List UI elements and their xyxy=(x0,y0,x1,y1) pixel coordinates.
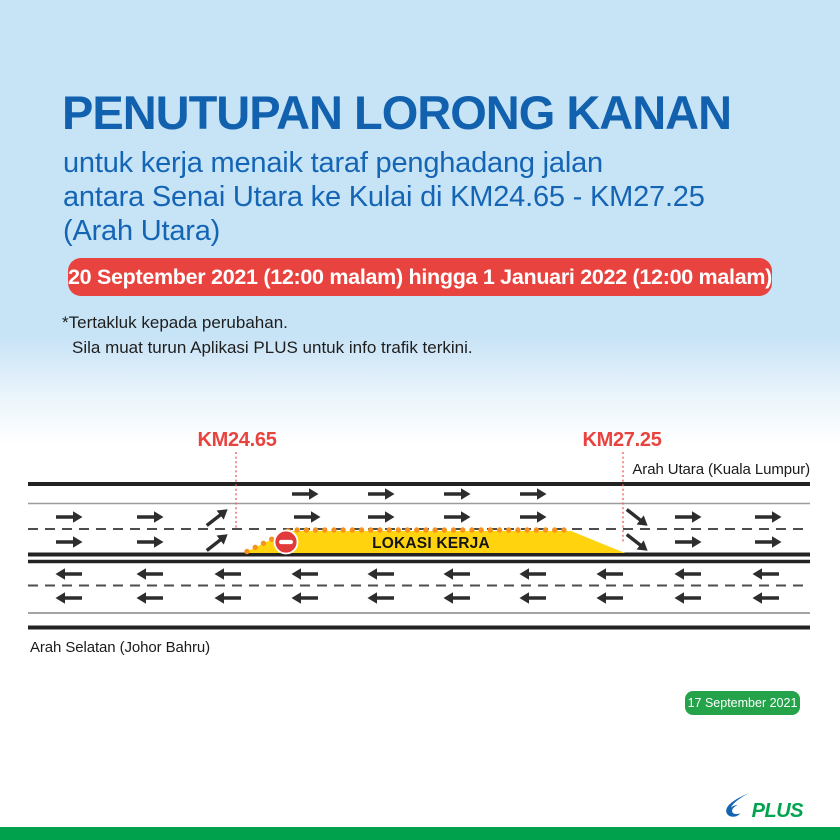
traffic-arrow-left xyxy=(56,592,83,604)
work-zone-label: LOKASI KERJA xyxy=(372,535,490,552)
traffic-arrow-left xyxy=(368,568,395,580)
issue-date-text: 17 September 2021 xyxy=(687,696,798,710)
km-start-label: KM24.65 xyxy=(197,429,277,451)
traffic-arrow-right xyxy=(137,511,164,523)
issue-date-badge xyxy=(685,691,800,715)
plus-logo xyxy=(723,785,803,823)
date-banner-text: 20 September 2021 (12:00 malam) hingga 1 Januari 2022 (12:00 malam) xyxy=(67,264,773,289)
km-end-label: KM27.25 xyxy=(582,429,662,451)
no-entry-icon xyxy=(275,531,298,554)
subtitle-line-2: antara Senai Utara ke Kulai di KM24.65 - KM27.25 xyxy=(63,181,705,213)
note-line-1: *Tertakluk kepada perubahan. xyxy=(62,313,288,332)
traffic-arrow-right xyxy=(755,536,782,548)
traffic-arrow-left xyxy=(292,592,319,604)
date-banner xyxy=(68,258,772,296)
traffic-arrow-left xyxy=(444,592,471,604)
road-diagram xyxy=(0,420,840,670)
traffic-arrow-left xyxy=(753,568,780,580)
subtitle-line-1: untuk kerja menaik taraf penghadang jalan xyxy=(63,147,603,179)
road-lines xyxy=(28,484,810,628)
traffic-arrow-left xyxy=(215,568,242,580)
direction-south-label: Arah Selatan (Johor Bahru) xyxy=(30,639,211,656)
traffic-arrow-left xyxy=(292,568,319,580)
traffic-arrow-right xyxy=(520,488,547,500)
traffic-arrow-right xyxy=(56,511,83,523)
subtitle xyxy=(63,146,705,248)
traffic-arrow-down-right xyxy=(623,505,651,530)
traffic-arrow-left xyxy=(675,568,702,580)
traffic-arrow-up-right xyxy=(203,505,231,530)
disclaimer-note xyxy=(62,310,473,360)
bottom-bar xyxy=(0,827,840,840)
traffic-arrow-right xyxy=(520,511,547,523)
traffic-arrow-left xyxy=(520,592,547,604)
traffic-arrow-left xyxy=(56,568,83,580)
traffic-arrow-right xyxy=(368,511,395,523)
traffic-arrow-left xyxy=(520,568,547,580)
traffic-arrow-right xyxy=(444,488,471,500)
page-title: PENUTUPAN LORONG KANAN xyxy=(62,86,732,139)
traffic-arrow-up-right xyxy=(203,530,231,555)
traffic-arrow-right xyxy=(755,511,782,523)
traffic-arrow-right xyxy=(675,511,702,523)
traffic-arrow-down-right xyxy=(623,530,651,555)
traffic-arrow-left xyxy=(753,592,780,604)
note-line-2: Sila muat turun Aplikasi PLUS untuk info trafik terkini. xyxy=(72,338,473,357)
plus-logo-text: PLUS xyxy=(751,800,803,822)
traffic-arrow-right xyxy=(137,536,164,548)
subtitle-line-3: (Arah Utara) xyxy=(63,215,221,247)
traffic-arrow-left xyxy=(444,568,471,580)
traffic-arrow-left xyxy=(597,592,624,604)
traffic-arrow-left xyxy=(597,568,624,580)
traffic-arrow-right xyxy=(675,536,702,548)
traffic-arrow-left xyxy=(675,592,702,604)
plus-swoosh-icon xyxy=(723,789,751,823)
traffic-arrow-right xyxy=(294,511,321,523)
traffic-arrow-left xyxy=(137,568,164,580)
traffic-arrow-right xyxy=(444,511,471,523)
traffic-arrow-left xyxy=(215,592,242,604)
traffic-arrow-right xyxy=(56,536,83,548)
traffic-arrow-right xyxy=(368,488,395,500)
direction-north-label: Arah Utara (Kuala Lumpur) xyxy=(632,461,810,478)
traffic-arrow-left xyxy=(137,592,164,604)
traffic-arrow-left xyxy=(368,592,395,604)
traffic-arrow-right xyxy=(292,488,319,500)
